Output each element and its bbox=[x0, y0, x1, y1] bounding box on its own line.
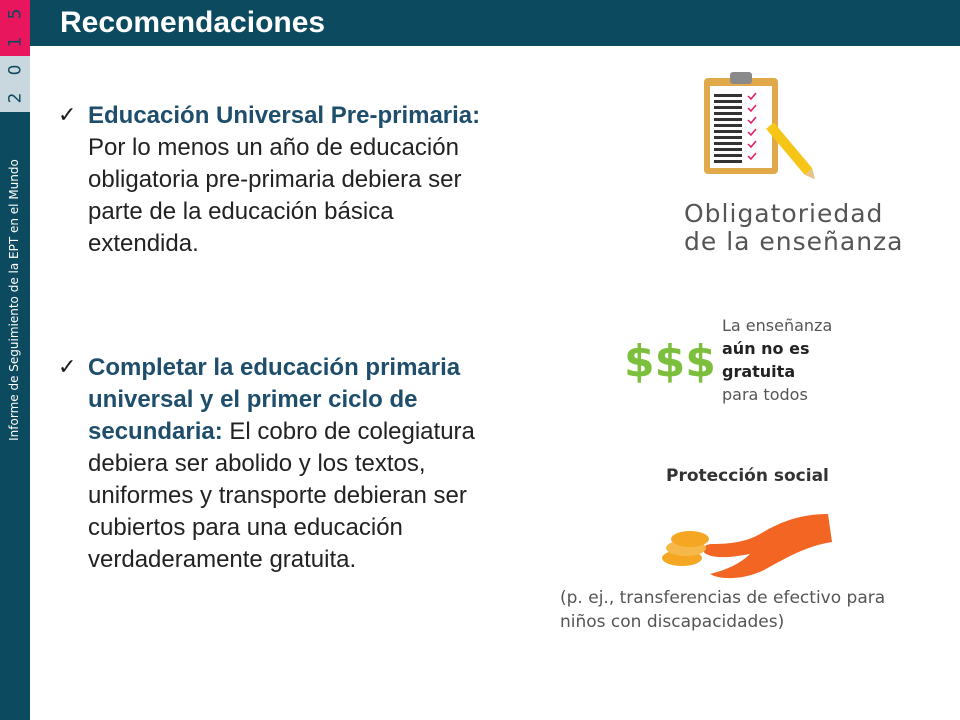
recommendation-heading: Completar la educación primaria universal y el primer ciclo de secundaria bbox=[88, 354, 461, 445]
recommendation-text: El cobro de colegiatura debiera ser abolido y los textos, uniformes y transporte debieran ser cubiertos para una educación verdaderamente gratuita. bbox=[88, 418, 475, 573]
recommendation-heading: Educación Universal Pre-primaria: bbox=[88, 102, 481, 129]
sidebar-band bbox=[0, 0, 30, 720]
recommendation-colon: : bbox=[214, 418, 223, 445]
fees-symbol: $$$ bbox=[624, 336, 716, 387]
year-digit: 1 bbox=[0, 28, 30, 56]
page-title: Recomendaciones bbox=[60, 6, 326, 39]
checkmark-icon: ✓ bbox=[58, 103, 77, 128]
recommendation-text: Por lo menos un año de educación obligatoria pre-primaria debiera ser parte de la educación básica extendida. bbox=[88, 134, 462, 257]
hand-coins-icon bbox=[660, 484, 840, 584]
title-bar bbox=[30, 0, 960, 46]
year-digit: 0 bbox=[0, 56, 30, 84]
fees-label: La enseñanza aún no es gratuita para todos bbox=[722, 316, 833, 404]
social-protection-note: (p. ej., transferencias de efectivo para niños con discapacidades) bbox=[560, 588, 886, 632]
checkmark-icon: ✓ bbox=[58, 355, 77, 380]
social-protection-title: Protección social bbox=[666, 466, 829, 486]
report-title: Informe de Seguimiento de la EPT en el Mundo bbox=[7, 159, 21, 441]
year-digit: 2 bbox=[0, 84, 30, 112]
year-digit: 5 bbox=[0, 0, 30, 28]
recommendation-item bbox=[58, 100, 498, 260]
recommendation-item bbox=[58, 352, 493, 576]
clipboard-icon bbox=[700, 68, 820, 192]
compulsory-label: Obligatoriedad de la enseñanza bbox=[684, 199, 904, 256]
